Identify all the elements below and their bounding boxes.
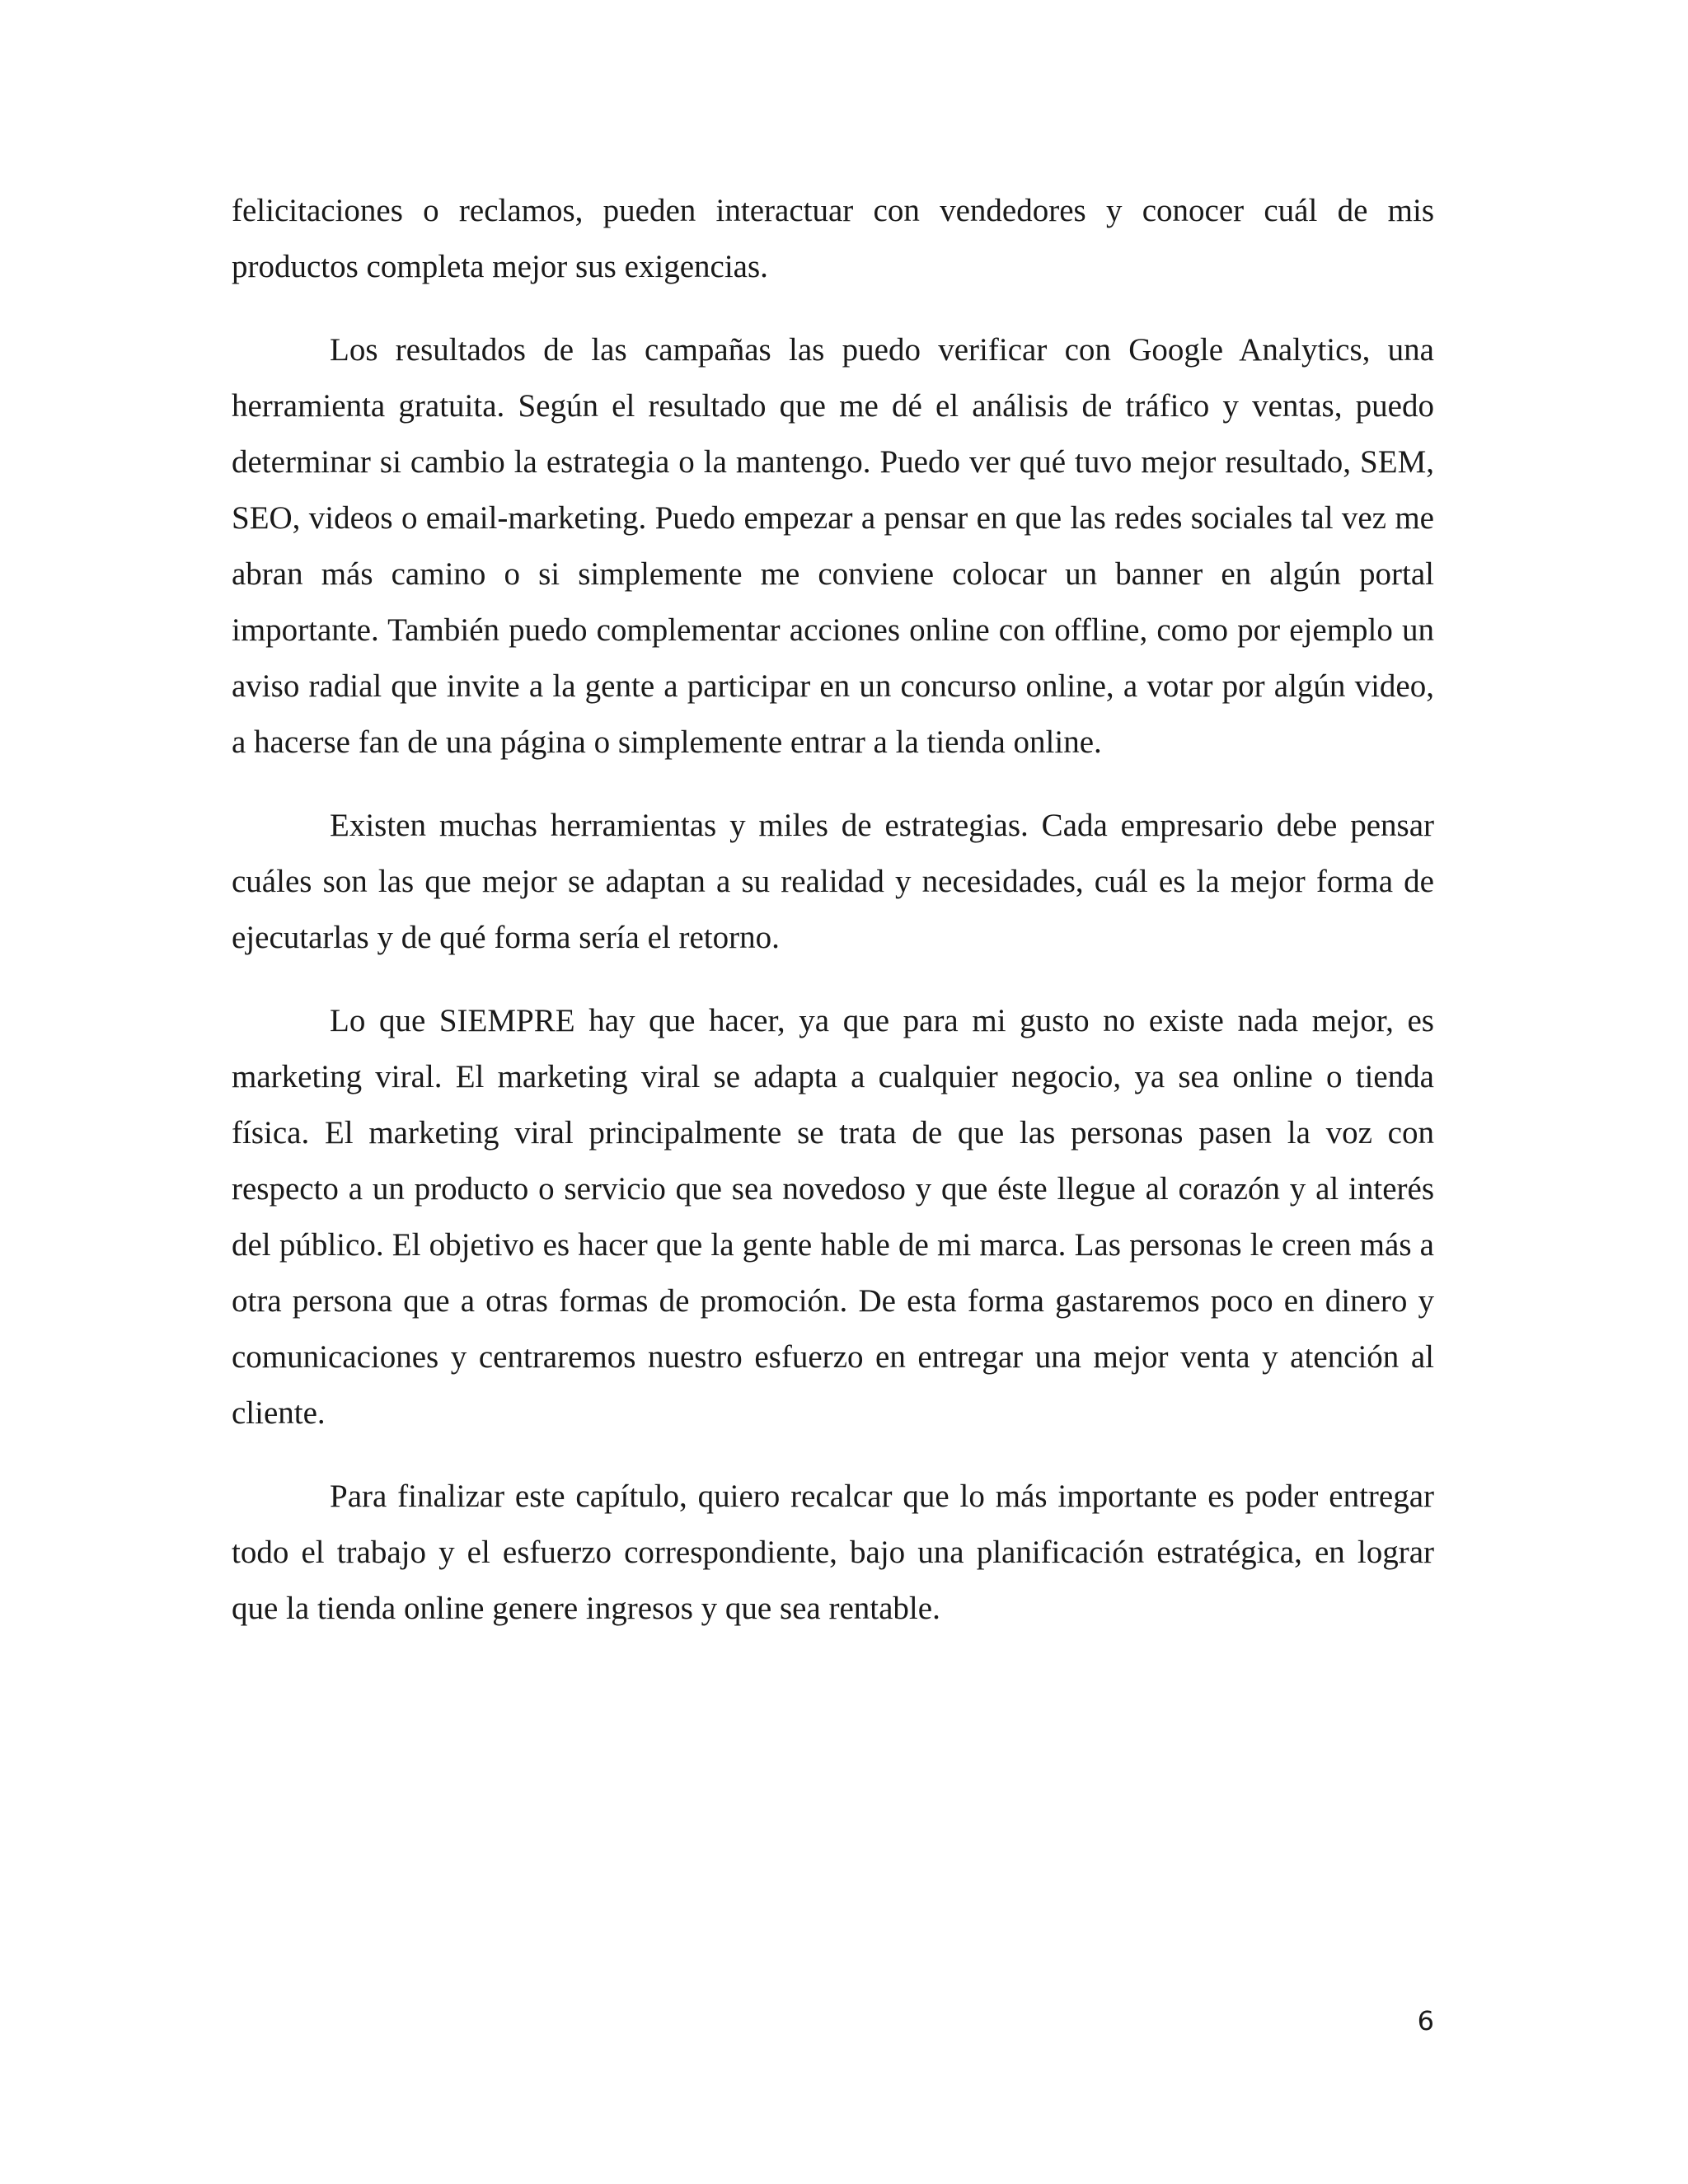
paragraph-herramientas: Existen muchas herramientas y miles de estrategias. Cada empresario debe pensar cuáles son las que mejor se adaptan a su realidad y necesidades, cuál es la mejor forma de ejecutarlas y de qué forma sería el retorno.: [232, 808, 1434, 955]
paragraph-conclusion: Para finalizar este capítulo, quiero recalcar que lo más importante es poder entregar todo el trabajo y el esfuerzo correspondiente, bajo una planificación estratégica, en lograr que la tienda online genere ingresos y que sea rentable.: [232, 1479, 1434, 1626]
paragraph-google-analytics: Los resultados de las campañas las puedo verificar con Google Analytics, una herramienta gratuita. Según el resultado que me dé el análisis de tráfico y ventas, puedo determinar si cambio la estrategia o la mantengo. Puedo ver qué tuvo mejor resultado, SEM, SEO, videos o email-marketing. Puedo empezar a pensar en que las redes sociales tal vez me abran más camino o si simplemente me conviene colocar un banner en algún portal importante. También puedo complementar acciones online con offline, como por ejemplo un aviso radial que invite a la gente a participar en un concurso online, a votar por algún video, a hacerse fan de una página o simplemente entrar a la tienda online.: [232, 332, 1434, 760]
body-text: [232, 183, 1434, 1664]
paragraph-marketing-viral: Lo que SIEMPRE hay que hacer, ya que para mi gusto no existe nada mejor, es marketing viral. El marketing viral se adapta a cualquier negocio, ya sea online o tienda física. El marketing viral principalmente se trata de que las personas pasen la voz con respecto a un producto o servicio que sea novedoso y que éste llegue al corazón y al interés del público. El objetivo es hacer que la gente hable de mi marca. Las personas le creen más a otra persona que a otras formas de promoción. De esta forma gastaremos poco en dinero y comunicaciones y centraremos nuestro esfuerzo en entregar una mejor venta y atención al cliente.: [232, 1003, 1434, 1431]
page-number: 6: [1417, 2005, 1434, 2036]
paragraph-continuation: felicitaciones o reclamos, pueden interactuar con vendedores y conocer cuál de mis productos completa mejor sus exigencias.: [232, 193, 1434, 284]
